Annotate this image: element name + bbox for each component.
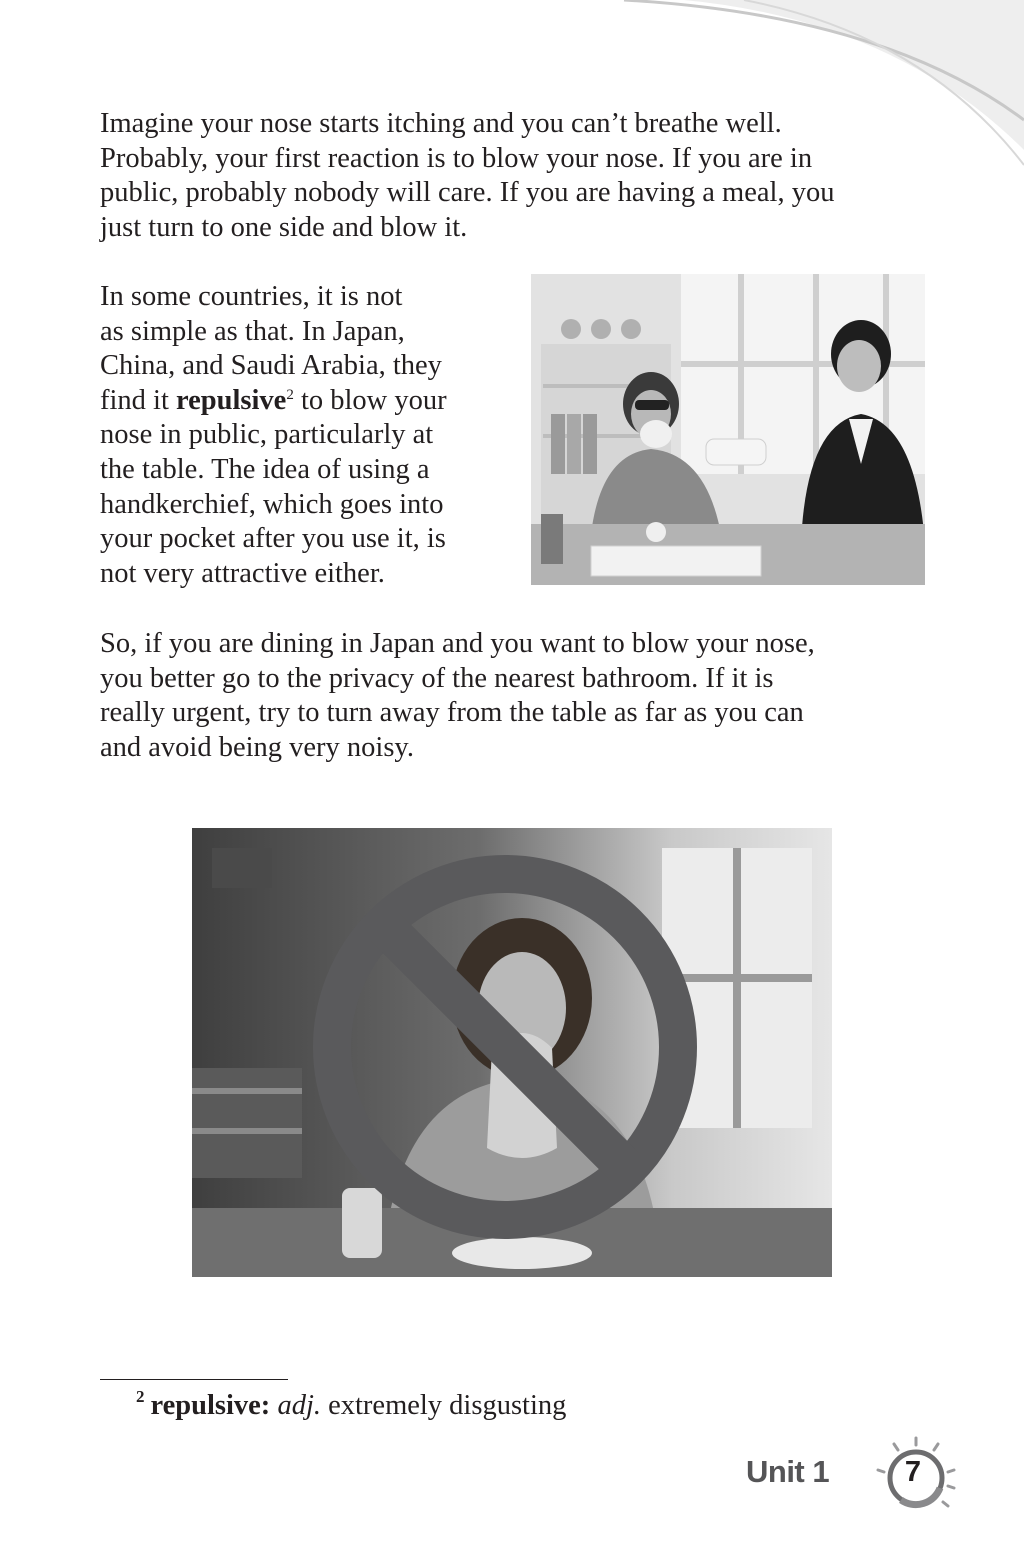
paragraph-line: So, if you are dining in Japan and you want to blow your nose,	[100, 628, 815, 659]
office-photo	[531, 274, 925, 585]
paragraph-line: the table. The idea of using a	[100, 453, 430, 485]
paragraph-line: China, and Saudi Arabia, they	[100, 350, 442, 382]
paragraph-line: public, probably nobody will care. If you are having a meal, you	[100, 177, 835, 209]
glossary-term: repulsive	[176, 384, 287, 416]
paragraph-line: In some countries, it is not	[100, 281, 403, 312]
footnote	[136, 1388, 566, 1424]
paragraph-advice	[100, 627, 930, 765]
paragraph-line: and avoid being very noisy.	[100, 731, 414, 763]
footnote-number: 2	[136, 1387, 145, 1406]
paragraph-line: nose in public, particularly at	[100, 419, 434, 451]
paragraph-line: not very attractive either.	[100, 557, 385, 589]
paragraph-line-glossed	[100, 384, 500, 419]
footnote-definition: extremely disgusting	[320, 1390, 567, 1421]
paragraph-line: as simple as that. In Japan,	[100, 315, 405, 347]
paragraph-line: you better go to the privacy of the nearest bathroom. If it is	[100, 662, 774, 694]
footnote-part-of-speech: adj.	[277, 1390, 321, 1421]
paragraph-line: Probably, your first reaction is to blow your nose. If you are in	[100, 142, 813, 174]
text-fragment: to blow your	[293, 384, 447, 416]
paragraph-intro	[100, 107, 930, 245]
unit-label: Unit 1	[746, 1454, 830, 1489]
paragraph-line: your pocket after you use it, is	[100, 523, 446, 555]
footnote-reference: 2	[286, 386, 294, 403]
paragraph-line: Imagine your nose starts itching and you can’t breathe well.	[100, 108, 782, 139]
page-number: 7	[904, 1456, 922, 1488]
cafe-photo	[192, 828, 832, 1277]
paragraph-line: just turn to one side and blow it.	[100, 211, 468, 243]
paragraph-line: really urgent, try to turn away from the table as far as you can	[100, 697, 804, 729]
paragraph-countries	[100, 280, 500, 591]
footnote-divider	[100, 1379, 288, 1380]
paragraph-line: handkerchief, which goes into	[100, 488, 444, 520]
footnote-term: repulsive:	[150, 1390, 271, 1421]
text-fragment: find it	[100, 384, 176, 416]
